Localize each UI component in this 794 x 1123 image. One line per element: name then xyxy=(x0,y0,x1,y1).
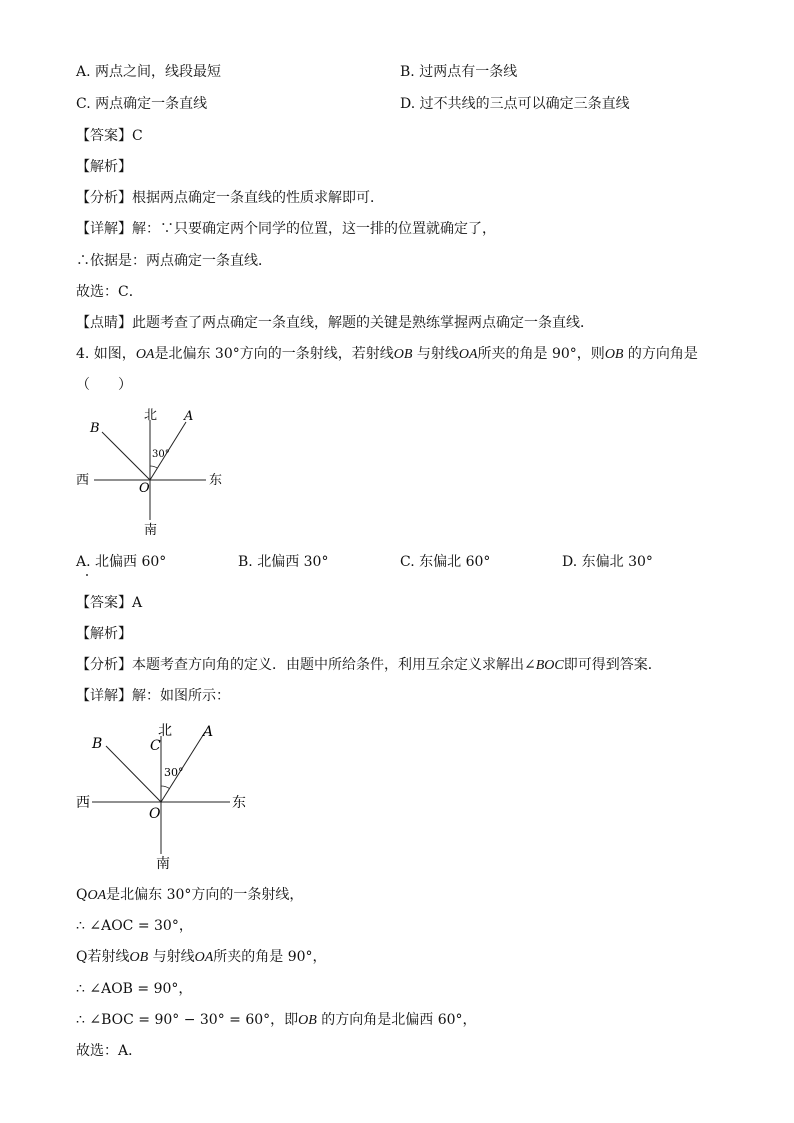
q4-step-2: ∴ ∠AOC = 30°， xyxy=(76,918,193,934)
q4-option-b: B. 北偏西 30° xyxy=(238,554,329,570)
q4-step-5: ∴ ∠BOC = 90° − 30° = 60°，即OB 的方向角是北偏西 60°， xyxy=(76,1012,477,1028)
q3-answer: 【答案】C xyxy=(76,128,143,144)
fig2-label-east: 东 xyxy=(232,795,246,811)
q3-option-c: C. 两点确定一条直线 xyxy=(76,96,208,112)
q4-figure-1 xyxy=(70,400,240,540)
fig2-label-o: O xyxy=(149,806,161,822)
fig1-label-a: A xyxy=(184,409,194,424)
q4-step-4: ∴ ∠AOB = 90°， xyxy=(76,981,193,997)
q4-answer: 【答案】A xyxy=(76,595,143,611)
q4-analysis-heading: 【解析】 xyxy=(76,626,132,642)
q4-step-3: Q若射线OB 与射线OA所夹的角是 90°， xyxy=(76,949,327,965)
fig1-label-south: 南 xyxy=(144,523,158,538)
q3-xiangjie: 【详解】解：∵只要确定两个同学的位置，这一排的位置就确定了， xyxy=(76,221,496,237)
q4-option-a: A. 北偏西 60° xyxy=(76,554,167,570)
q4-step-1: QOA是北偏东 30°方向的一条射线， xyxy=(76,887,304,903)
q4-option-d: D. 东偏北 30° xyxy=(562,554,653,570)
q3-fenxi: 【分析】根据两点确定一条直线的性质求解即可． xyxy=(76,190,384,206)
stray-dot xyxy=(86,574,88,576)
q4-fenxi: 【分析】本题考查方向角的定义．由题中所给条件，利用互余定义求解出∠BOC即可得到答案． xyxy=(76,657,662,673)
fig1-label-north: 北 xyxy=(144,408,158,423)
fig1-label-east: 东 xyxy=(209,473,223,488)
fig2-label-a: A xyxy=(203,724,214,740)
fig2-label-north: 北 xyxy=(158,723,172,739)
q3-analysis-heading: 【解析】 xyxy=(76,159,132,175)
fig2-label-b: B xyxy=(92,736,103,752)
q4-choose: 故选：A． xyxy=(76,1043,143,1059)
q3-option-d: D. 过不共线的三点可以确定三条直线 xyxy=(400,96,630,112)
q4-stem-paren: （ ） xyxy=(76,377,132,393)
fig2-label-west: 西 xyxy=(76,795,90,811)
fig2-label-c: C xyxy=(150,738,161,754)
fig2-label-south: 南 xyxy=(156,856,170,872)
q4-xiangjie: 【详解】解：如图所示： xyxy=(76,688,230,704)
q3-option-b: B. 过两点有一条线 xyxy=(400,64,518,80)
q4-stem: 4. 如图，OA是北偏东 30°方向的一条射线，若射线OB 与射线OA所夹的角是 90°，则OB 的方向角是 xyxy=(76,346,698,362)
fig2-angle-30: 30° xyxy=(164,766,184,779)
q4-figure-2 xyxy=(72,716,262,876)
fig1-label-o: O xyxy=(139,481,150,496)
fig1-label-west: 西 xyxy=(76,473,90,488)
q3-basis: ∴依据是：两点确定一条直线． xyxy=(76,253,272,269)
fig1-angle-30: 30° xyxy=(152,449,170,460)
fig1-label-b: B xyxy=(90,421,100,436)
q3-choose: 故选：C． xyxy=(76,284,143,300)
q3-option-a: A. 两点之间，线段最短 xyxy=(76,64,222,80)
q4-option-c: C. 东偏北 60° xyxy=(400,554,491,570)
q3-dianjing: 【点睛】此题考查了两点确定一条直线，解题的关键是熟练掌握两点确定一条直线． xyxy=(76,315,594,331)
